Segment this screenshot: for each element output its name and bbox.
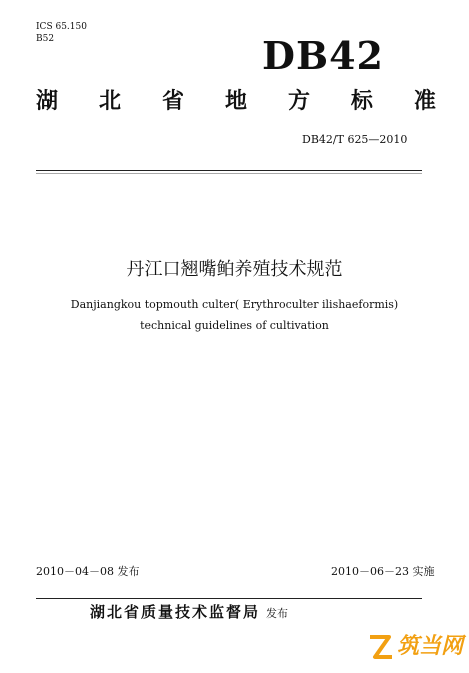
standard-mark: DB42: [262, 33, 384, 78]
issue-date: 2010－04－08 发布: [36, 565, 140, 578]
standard-type-char: 省: [161, 89, 184, 114]
classification-codes: [36, 21, 87, 45]
issuing-authority: [90, 600, 288, 626]
standard-type-char: 北: [98, 89, 121, 114]
ics-code: ICS 65.150: [36, 22, 87, 32]
standard-number: DB42/T 625—2010: [302, 133, 408, 146]
header-divider: [36, 170, 422, 171]
header-divider-secondary: [36, 173, 422, 174]
title-english-line2: technical guidelines of cultivation: [140, 319, 329, 332]
watermark-logo-icon: [367, 632, 395, 662]
watermark-text: 筑当网: [396, 634, 463, 659]
title-chinese: 丹江口翘嘴鲌养殖技术规范: [126, 259, 343, 280]
authority-name: 湖北省质量技术监督局: [90, 603, 261, 621]
standard-type-char: 湖: [36, 89, 59, 114]
standard-type-char: 方: [287, 89, 310, 114]
standard-type-heading: [36, 88, 436, 116]
standard-type-char: 准: [413, 89, 436, 114]
ccs-code: B52: [36, 34, 55, 44]
publish-label: 发布: [266, 607, 289, 620]
title-english-line1: Danjiangkou topmouth culter( Erythroculter ilishaeformis): [70, 298, 399, 311]
implement-date: 2010－06－23 实施: [331, 565, 435, 578]
footer-divider: [36, 598, 422, 599]
standard-type-char: 地: [224, 89, 247, 114]
site-watermark: [367, 632, 463, 662]
standard-type-char: 标: [350, 89, 373, 114]
